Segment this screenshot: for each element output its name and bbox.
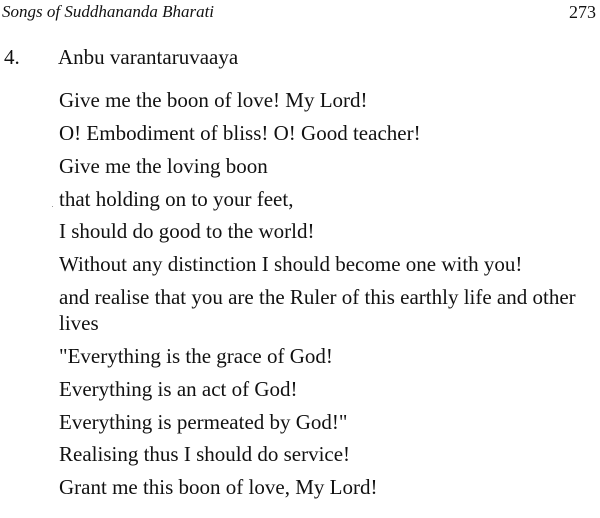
verse-line: I should do good to the world! <box>59 219 315 244</box>
page-number: 273 <box>569 2 596 22</box>
verse-line: Everything is an act of God! <box>59 376 298 401</box>
verse-line: and realise that you are the Ruler of this earthly life and other lives <box>59 285 576 336</box>
poem-number: 4. <box>4 45 20 69</box>
poem-title: Anbu varantaruvaaya <box>58 45 239 69</box>
verse-line: Give me the boon of love! My Lord! <box>59 88 368 112</box>
print-speck <box>52 206 53 207</box>
verse-line: that holding on to your feet, <box>59 186 294 211</box>
verse-line: Give me the loving boon <box>59 153 268 178</box>
verse-line: Realising thus I should do service! <box>59 442 351 467</box>
verse-line: Everything is permeated by God!" <box>59 409 348 434</box>
verse-line: Grant me this boon of love, My Lord! <box>59 475 378 500</box>
verse-line: Without any distinction I should become one with you! <box>59 252 523 277</box>
verse-line: "Everything is the grace of God! <box>59 343 333 368</box>
verse-line: O! Embodiment of bliss! O! Good teacher! <box>59 120 421 145</box>
poem-verse <box>59 87 599 507</box>
running-header-title: Songs of Suddhananda Bharati <box>2 2 215 21</box>
